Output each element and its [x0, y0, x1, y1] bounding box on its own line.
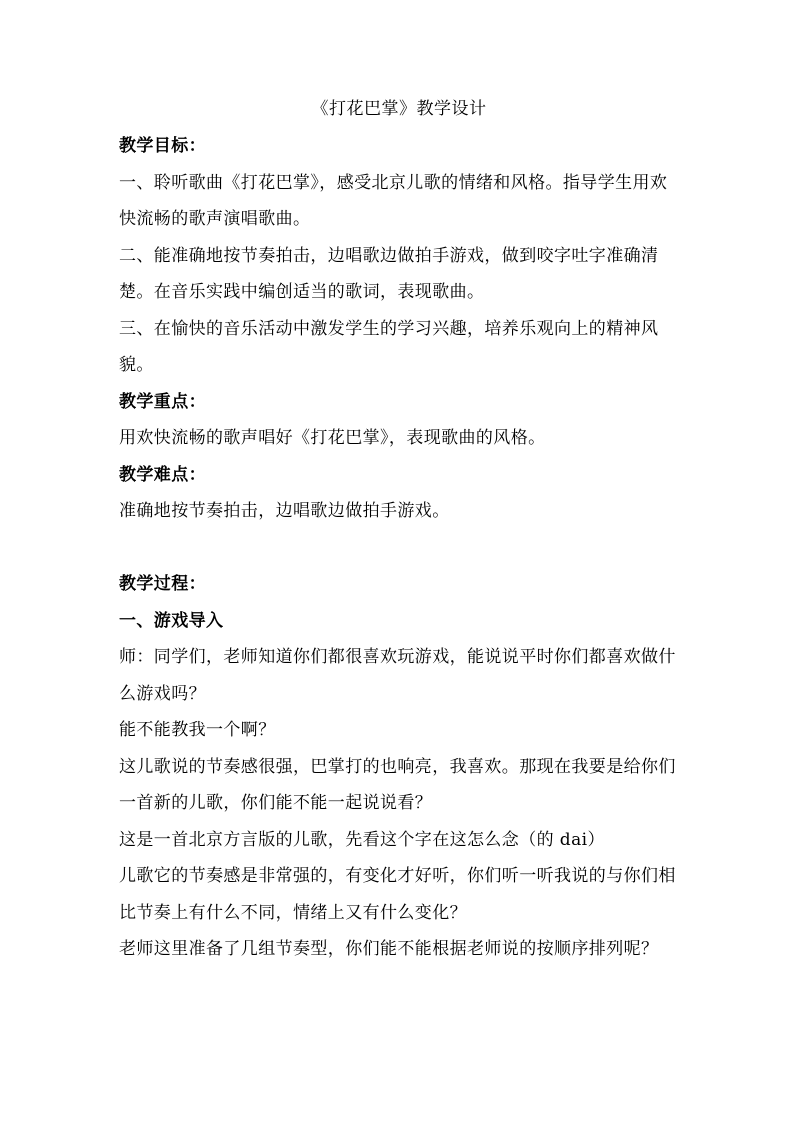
key-points-heading: 教学重点：: [119, 391, 206, 412]
document-page: [119, 94, 679, 968]
document-title: 《打花巴掌》教学设计: [311, 99, 487, 119]
goal-item-1: 一、聆听歌曲《打花巴掌》，感受北京儿歌的情绪和风格。指导学生用欢快流畅的歌声演唱歌曲。: [119, 172, 668, 229]
key-points-text: 用欢快流畅的歌声唱好《打花巴掌》，表现歌曲的风格。: [119, 428, 546, 448]
difficulty-heading: 教学难点：: [119, 464, 206, 485]
process-paragraph: 这是一首北京方言版的儿歌，先看这个字在这怎么念（的 dai）: [119, 829, 605, 850]
process-paragraph: 能不能教我一个啊？: [119, 720, 276, 740]
process-heading: 教学过程：: [119, 574, 206, 594]
section-1-heading: 一、游戏导入: [119, 610, 224, 631]
process-paragraph: 这儿歌说的节奏感很强，巴掌打的也响亮，我喜欢。那现在我要是给你们一首新的儿歌，你们能不能一起说说看？: [119, 756, 676, 813]
process-paragraph: 老师这里准备了几组节奏型，你们能不能根据老师说的按顺序排列呢？: [119, 939, 659, 959]
difficulty-text: 准确地按节奏拍击，边唱歌边做拍手游戏。: [119, 501, 450, 521]
process-paragraph: 师：同学们，老师知道你们都很喜欢玩游戏，能说说平时你们都喜欢做什么游戏吗？: [119, 647, 676, 704]
goal-item-2: 二、能准确地按节奏拍击，边唱歌边做拍手游戏，做到咬字吐字准确清楚。在音乐实践中编创适当的歌词，表现歌曲。: [119, 245, 659, 302]
goals-heading: 教学目标：: [119, 136, 206, 156]
process-paragraph: 儿歌它的节奏感是非常强的，有变化才好听，你们听一听我说的与你们相比节奏上有什么不同，情绪上又有什么变化？: [119, 866, 676, 923]
goal-item-3: 三、在愉快的音乐活动中激发学生的学习兴趣，培养乐观向上的精神风貌。: [119, 318, 659, 375]
blank-line: [119, 530, 679, 567]
